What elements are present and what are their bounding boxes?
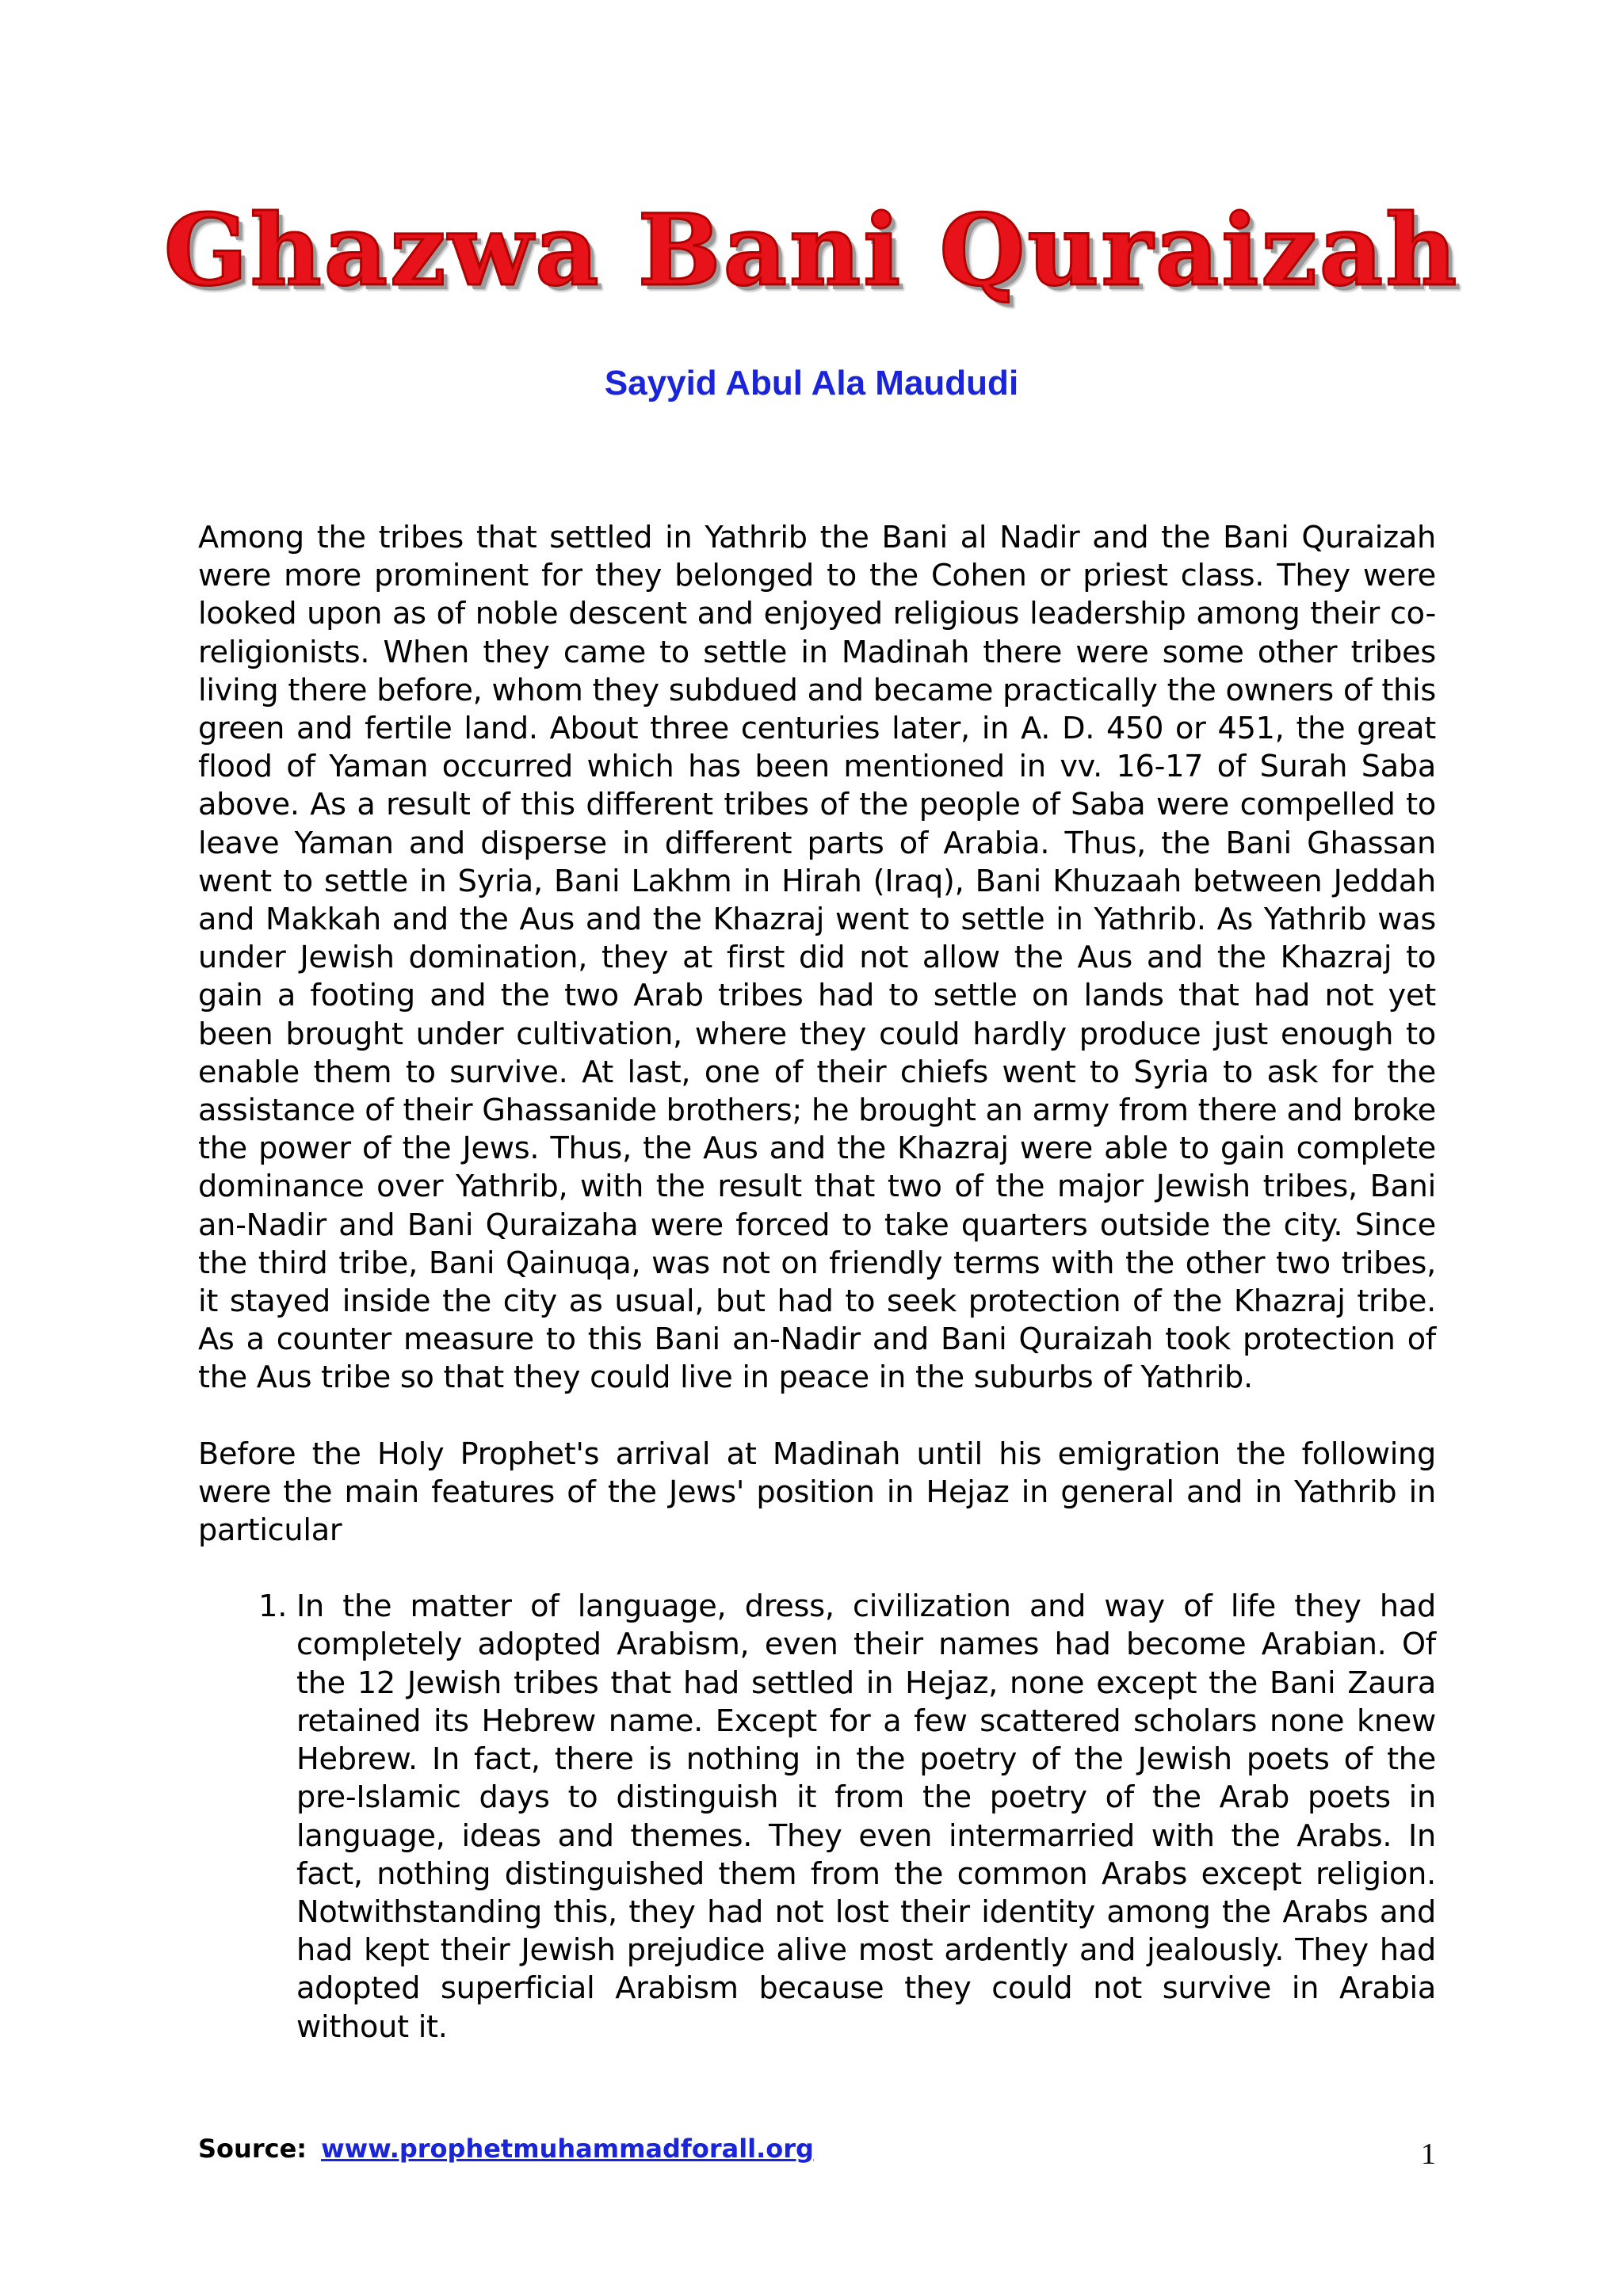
page-number: 1 (1421, 2138, 1436, 2171)
author-name: Sayyid Abul Ala Maududi (604, 364, 1019, 402)
source-link[interactable]: www.prophetmuhammadforall.org (321, 2134, 814, 2164)
document-title: Ghazwa Bani Quraizah (163, 193, 1460, 308)
source-label: Source: (198, 2134, 307, 2164)
document-body (198, 519, 1436, 2046)
paragraph-1: Among the tribes that settled in Yathrib the Bani al Nadir and the Bani Quraizah were more prominent for they belonged to the Cohen or priest class. They were looked upon as of noble descent and enjoyed religious leadership among their co-religionists. When they came to settle in Madinah there were some other tribes living there before, whom they subdued and became practically the owners of this green and fertile land. About three centuries later, in A. D. 450 or 451, the great flood of Yaman occurred which has been mentioned in vv. 16-17 of Surah Saba above. As a result of this different tribes of the people of Saba were compelled to leave Yaman and disperse in different parts of Arabia. Thus, the Bani Ghassan went to settle in Syria, Bani Lakhm in Hirah (Iraq), Bani Khuzaah between Jeddah and Makkah and the Aus and the Khazraj went to settle in Yathrib. As Yathrib was under Jewish domination, they at first did not allow the Aus and the Khazraj to gain a footing and the two Arab tribes had to settle on lands that had not yet been brought under cultivation, where they could hardly produce just enough to enable them to survive. At last, one of their chiefs went to Syria to ask for the assistance of their Ghassanide brothers; he brought an army from there and broke the power of the Jews. Thus, the Aus and the Khazraj were able to gain complete dominance over Yathrib, with the result that two of the major Jewish tribes, Bani an-Nadir and Bani Quraizaha were forced to take quarters outside the city. Since the third tribe, Bani Qainuqa, was not on friendly terms with the other two tribes, it stayed inside the city as usual, but had to seek protection of the Khazraj tribe. As a counter measure to this Bani an-Nadir and Bani Quraizah took protection of the Aus tribe so that they could live in peace in the suburbs of Yathrib. (198, 521, 1436, 1396)
features-list (198, 1588, 1436, 2046)
title-container (0, 193, 1623, 308)
paragraph-2: Before the Holy Prophet's arrival at Madinah until his emigration the following were the main features of the Jews' position in Hejaz in general and in Yathrib in particular (198, 1436, 1436, 1549)
list-item: 1. In the matter of language, dress, civilization and way of life they had completely adopted Arabism, even their names had become Arabian. Of the 12 Jewish tribes that had settled in Hejaz, none except the Bani Zaura retained its Hebrew name. Except for a few scattered scholars none knew Hebrew. In fact, there is nothing in the poetry of the Jewish poets of the pre-Islamic days to distinguish it from the poetry of the Arab poets in language, ideas and themes. They even intermarried with the Arabs. In fact, nothing distinguished them from the common Arabs except religion. Notwithstanding this, they had not lost their identity among the Arabs and had kept their Jewish prejudice alive most ardently and jealously. They had adopted superficial Arabism because they could not survive in Arabia without it. (296, 1588, 1436, 2046)
source-line (198, 2134, 814, 2164)
page-footer (198, 2134, 1436, 2173)
